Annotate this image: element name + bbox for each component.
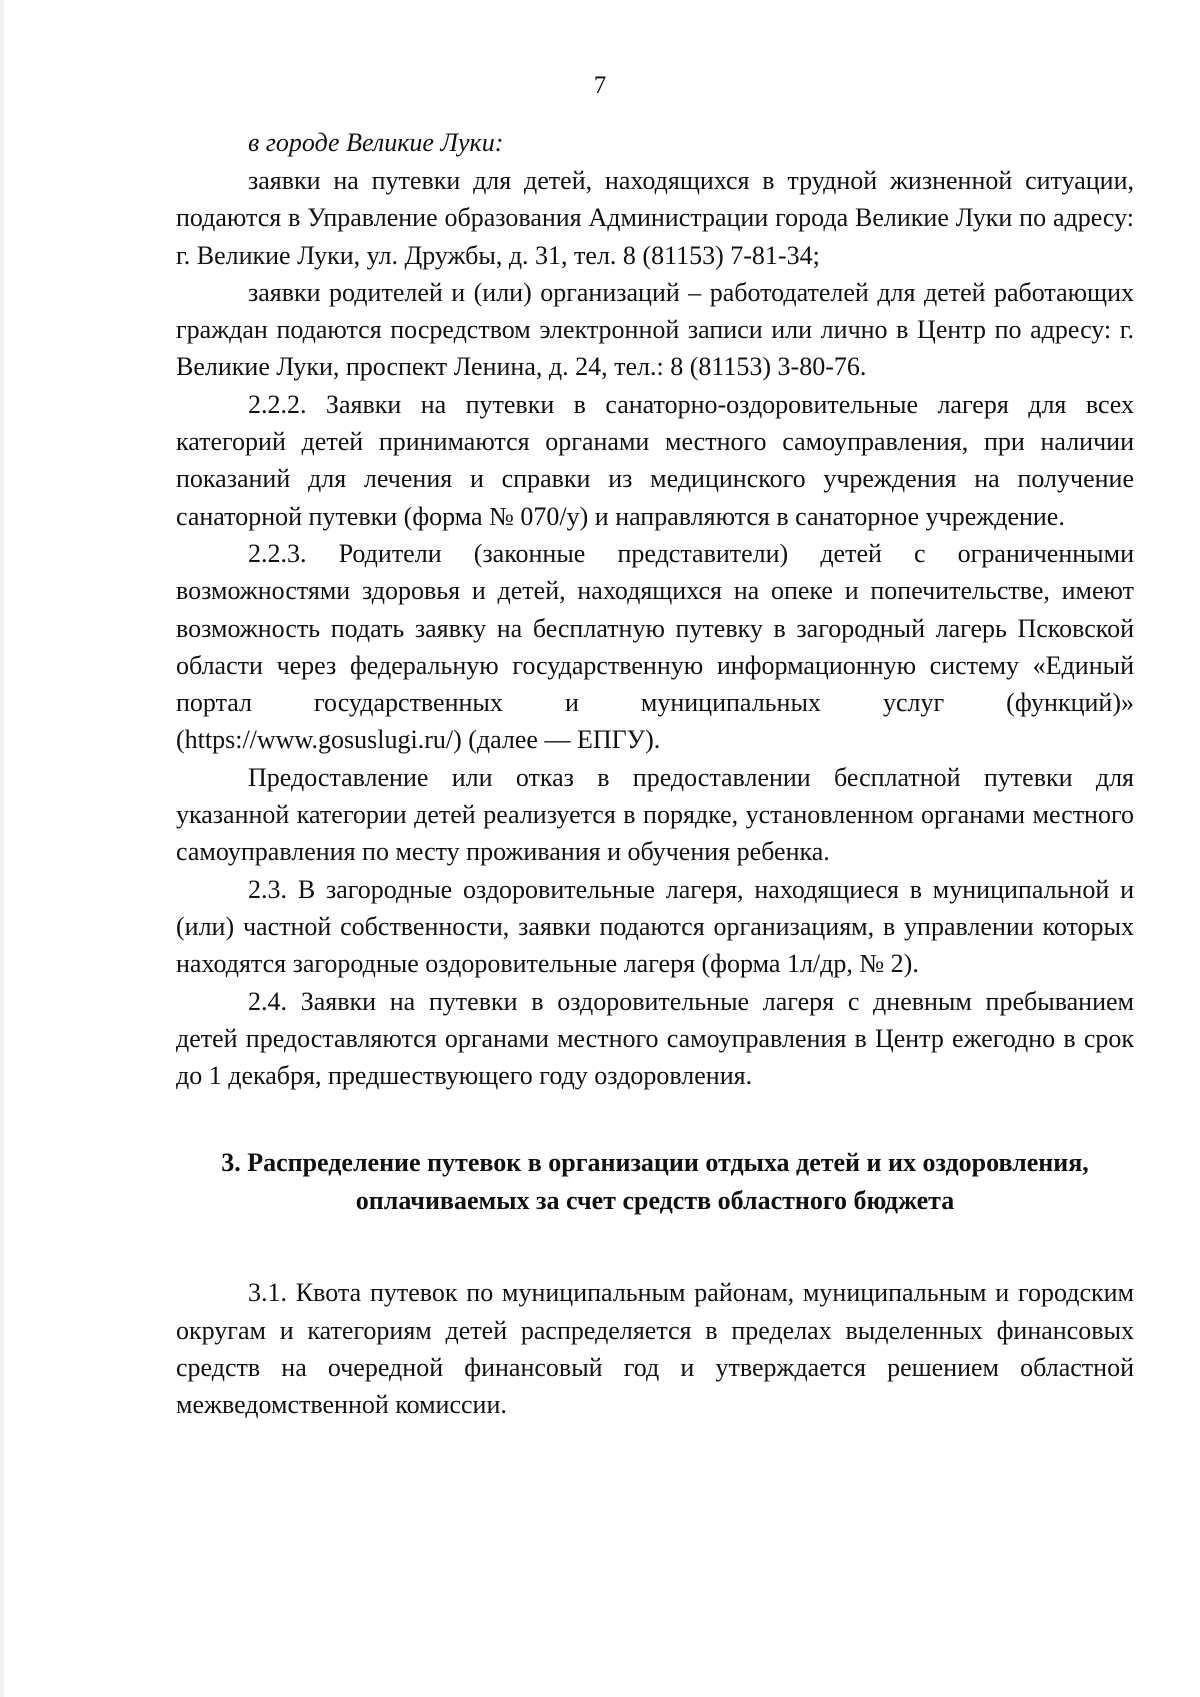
paragraph-2-4: 2.4. Заявки на путевки в оздоровительные лагеря с дневным пребыванием детей предоставляются органами местного самоуправления в Центр ежегодно в срок до 1 декабря, предшествующего году оздоровления. <box>176 986 1134 1091</box>
paragraph-applications-parents: заявки родителей и (или) организаций – работодателей для детей работающих граждан подаются посредством электронной записи или лично в Центр по адресу: г. Великие Луки, проспект Ленина, д. 24, тел.: 8 (81153) 3-80-76. <box>176 277 1134 382</box>
page-content <box>176 124 1134 1424</box>
page-number: 7 <box>593 72 607 99</box>
paragraph-2-3: 2.3. В загородные оздоровительные лагеря, находящиеся в муниципальной и (или) частной собственности, заявки подаются организациям, в управлении которых находятся загородные оздоровительные лагеря (форма 1л/др, № 2). <box>176 874 1134 979</box>
scan-edge-shadow <box>0 0 4 1697</box>
paragraph-provision: Предоставление или отказ в предоставлении бесплатной путевки для указанной категории детей реализуется в порядке, установленном органами местного самоуправления по месту проживания и обучения ребенка. <box>176 762 1134 867</box>
paragraph-3-1: 3.1. Квота путевок по муниципальным районам, муниципальным и городским округам и категориям детей распределяется в пределах выделенных финансовых средств на очередной финансовый год и утверждается решением областной межведомственной комиссии. <box>176 1278 1134 1420</box>
intro-heading: в городе Великие Луки: <box>248 128 504 157</box>
paragraph-applications-difficult: заявки на путевки для детей, находящихся в трудной жизненной ситуации, подаются в Управление образования Администрации города Великие Луки по адресу: г. Великие Луки, ул. Дружбы, д. 31, тел. 8 (81153) 7-81-34; <box>176 166 1134 270</box>
paragraph-2-2-2: 2.2.2. Заявки на путевки в санаторно-оздоровительные лагеря для всех категорий детей принимаются органами местного самоуправления, при наличии показаний для лечения и справки из медицинского учреждения на получение санаторной путевки (форма № 070/у) и направляются в санаторное учреждение. <box>176 389 1134 531</box>
section-title: 3. Распределение путевок в организации отдыха детей и их оздоровления, оплачиваемых за счет средств областного бюджета <box>221 1148 1089 1216</box>
paragraph-2-2-3: 2.2.3. Родители (законные представители) детей с ограниченными возможностями здоровья и детей, находящихся на опеке и попечительстве, имеют возможность подать заявку на бесплатную путевку в загородный лагерь Псковской области через федеральную государственную информационную систему «Единый портал государственных и муниципальных услуг (функций)» (https://www.gosuslugi.ru/) (далее — ЕПГУ). <box>176 538 1134 755</box>
